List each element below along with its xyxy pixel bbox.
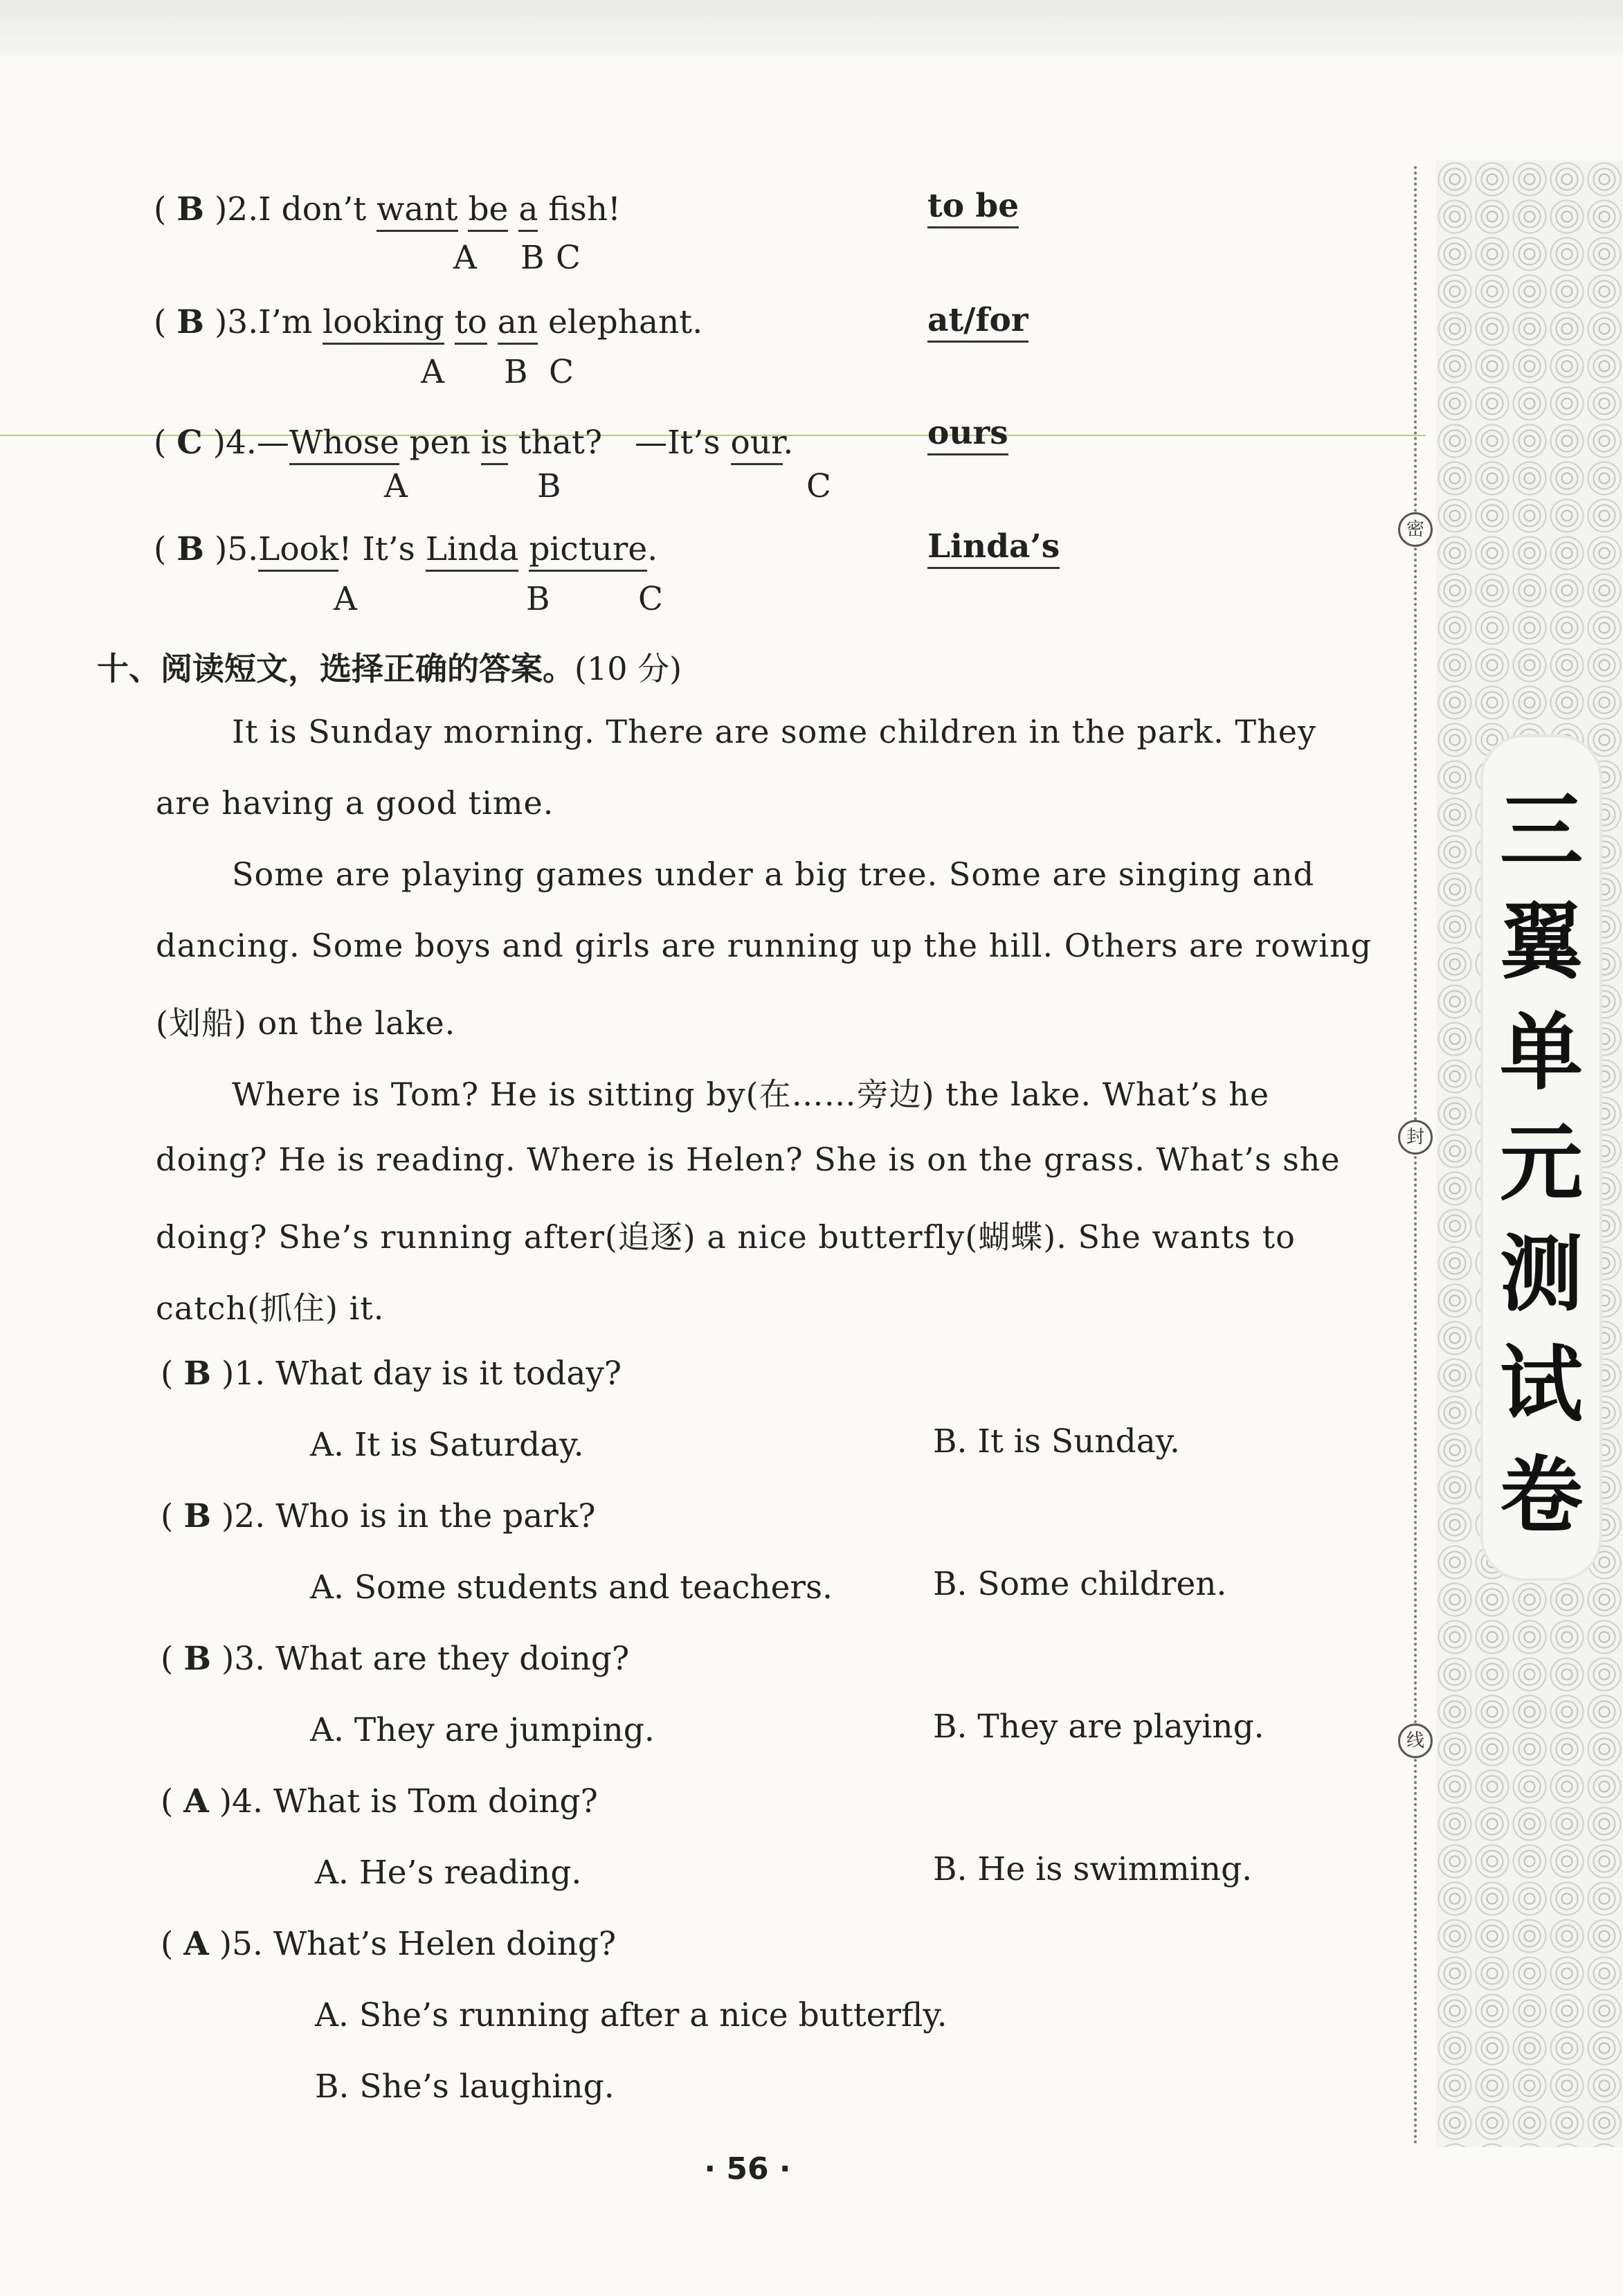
- answer: B: [183, 1497, 212, 1535]
- passage-line: It is Sunday morning. There are some children in the park. They: [232, 713, 1316, 750]
- question-stem: ( B )1. What day is it today?: [161, 1355, 622, 1393]
- error-item-stem: ( B )3.I’m looking to an elephant.: [154, 303, 702, 341]
- passage-line: dancing. Some boys and girls are running up the hill. Others are rowing: [156, 927, 1372, 964]
- option-letter-c: C: [556, 239, 581, 277]
- text: [444, 303, 455, 341]
- text: pen: [399, 424, 481, 462]
- underlined-c: our: [731, 424, 783, 465]
- text: [508, 190, 518, 228]
- option-letter-c: C: [638, 580, 663, 618]
- option-letter-a: A: [384, 467, 408, 505]
- text: elephant.: [538, 303, 703, 341]
- underlined-a: looking: [323, 303, 444, 345]
- text: I’m: [258, 303, 323, 341]
- option-a: A. He’s reading.: [315, 1854, 582, 1892]
- option-b: B. He is swimming.: [933, 1850, 1253, 1888]
- underlined-c: an: [498, 303, 538, 345]
- side-char: 单: [1500, 1005, 1583, 1101]
- text: [487, 303, 498, 341]
- seal-feng: 封: [1398, 1120, 1433, 1155]
- question-stem: ( A )4. What is Tom doing?: [161, 1782, 598, 1820]
- page-number: · 56 ·: [704, 2151, 791, 2187]
- passage-line: Where is Tom? He is sitting by(在……旁边) the lake. What’s he: [232, 1076, 1270, 1113]
- option-a: A. Some students and teachers.: [310, 1569, 833, 1607]
- text: that? —It’s: [507, 424, 731, 462]
- answer: B: [183, 1640, 212, 1678]
- question-text: )5. What’s Helen doing?: [219, 1925, 617, 1963]
- passage-line: Some are playing games under a big tree. Some are singing and: [232, 856, 1315, 893]
- error-item-stem: ( B )5.Look! It’s Linda picture.: [154, 530, 658, 568]
- side-tab: [1483, 737, 1599, 1578]
- passage-line: catch(抓住) it.: [156, 1290, 385, 1327]
- correction: at/for: [927, 301, 1028, 343]
- side-char: 翼: [1500, 894, 1583, 991]
- heading-points: (10 分): [574, 650, 682, 687]
- side-char: 测: [1500, 1227, 1583, 1323]
- underlined-c: picture: [529, 530, 647, 572]
- answer: B: [176, 530, 205, 568]
- question-stem: ( A )5. What’s Helen doing?: [161, 1925, 617, 1963]
- question-text: )3. What are they doing?: [221, 1640, 630, 1678]
- question-text: )4. What is Tom doing?: [219, 1782, 598, 1820]
- section-heading: [97, 644, 682, 689]
- correction: to be: [927, 187, 1019, 228]
- text: I don’t: [258, 190, 377, 228]
- underlined-a: Look: [258, 530, 338, 572]
- answer: B: [176, 303, 205, 341]
- side-char: 试: [1500, 1337, 1583, 1434]
- option-b: B. It is Sunday.: [933, 1422, 1180, 1461]
- option-letter-b: B: [526, 580, 550, 618]
- passage-line: doing? He is reading. Where is Helen? She is on the grass. What’s she: [156, 1141, 1341, 1178]
- item-number: )2.: [214, 190, 259, 228]
- underlined-b: is: [481, 424, 508, 465]
- item-number: )3.: [214, 303, 259, 341]
- answer: B: [176, 190, 205, 228]
- passage-line: (划船) on the lake.: [156, 1004, 456, 1042]
- answer: B: [183, 1355, 212, 1393]
- option-b: B. They are playing.: [933, 1708, 1264, 1746]
- option-letter-a: A: [453, 239, 477, 277]
- item-number: )4.: [212, 424, 257, 462]
- text: [518, 530, 529, 568]
- seal-xian: 线: [1398, 1724, 1433, 1758]
- underlined-c: a: [518, 190, 538, 232]
- error-item-stem: ( B )2.I don’t want be a fish!: [154, 190, 621, 228]
- option-letter-a: A: [421, 353, 444, 391]
- scan-top-band: [0, 0, 1623, 55]
- item-number: )5.: [214, 530, 259, 568]
- option-b: B. Some children.: [933, 1565, 1227, 1603]
- text: —: [256, 424, 289, 462]
- underlined-b: to: [455, 303, 487, 345]
- error-item-stem: ( C )4.—Whose pen is that? —It’s our.: [154, 417, 793, 463]
- seal-mi: 密: [1398, 512, 1433, 547]
- option-a: A. They are jumping.: [310, 1711, 655, 1749]
- cut-dotted-line: [1414, 166, 1417, 2146]
- question-text: )2. Who is in the park?: [221, 1497, 596, 1535]
- option-letter-b: B: [504, 353, 528, 391]
- correction: Linda’s: [927, 527, 1060, 569]
- option-letter-c: C: [549, 353, 574, 391]
- option-letter-b: B: [537, 467, 561, 505]
- option-b: B. She’s laughing.: [315, 2068, 615, 2106]
- question-text: )1. What day is it today?: [221, 1355, 622, 1393]
- answer: A: [183, 1782, 209, 1820]
- text: fish!: [538, 190, 621, 228]
- text: .: [783, 424, 794, 462]
- answer: A: [183, 1925, 209, 1963]
- option-letter-c: C: [806, 467, 831, 505]
- option-letter-a: A: [334, 580, 357, 618]
- option-a: A. It is Saturday.: [310, 1426, 584, 1464]
- answer: C: [176, 424, 203, 462]
- underlined-a: want: [377, 190, 457, 232]
- underlined-b: Linda: [426, 530, 519, 572]
- heading-text: 十、阅读短文，选择正确的答案。: [97, 650, 574, 687]
- text: ! It’s: [338, 530, 426, 568]
- question-stem: ( B )2. Who is in the park?: [161, 1497, 596, 1535]
- option-letter-b: B: [520, 239, 545, 277]
- correction: ours: [927, 414, 1008, 455]
- side-char: 三: [1500, 784, 1583, 880]
- underlined-a: Whose: [289, 424, 399, 465]
- text: .: [647, 530, 658, 568]
- passage-line: are having a good time.: [156, 784, 554, 822]
- option-a: A. She’s running after a nice butterfly.: [315, 1996, 947, 2034]
- text: [458, 190, 469, 228]
- question-stem: ( B )3. What are they doing?: [161, 1640, 630, 1678]
- underlined-b: be: [468, 190, 508, 232]
- side-char: 元: [1500, 1116, 1583, 1212]
- passage-line: doing? She’s running after(追逐) a nice butterfly(蝴蝶). She wants to: [156, 1218, 1296, 1256]
- side-char: 卷: [1500, 1448, 1583, 1544]
